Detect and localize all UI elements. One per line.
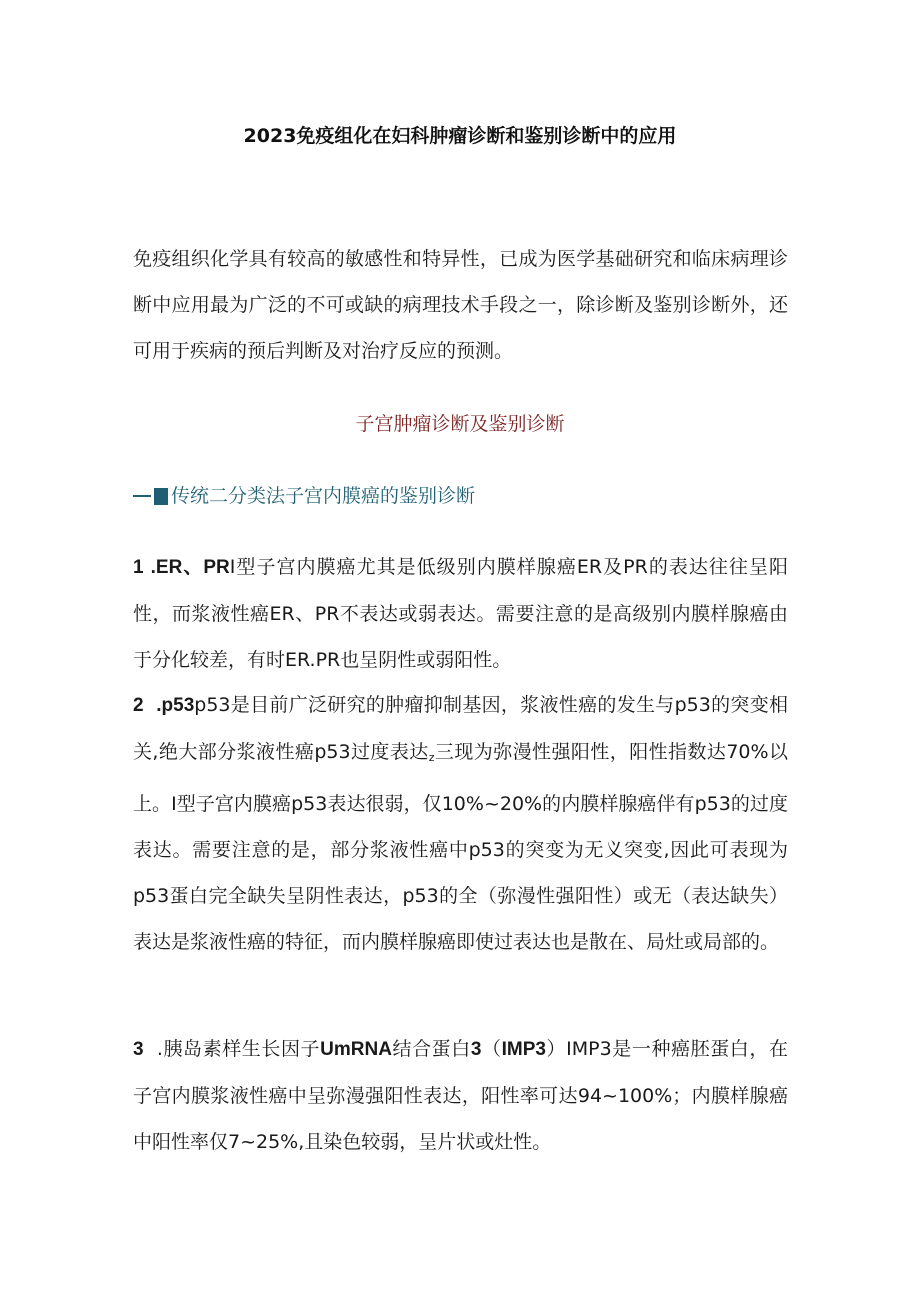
item-3-bold-umrna: UmRNA [320, 1039, 392, 1060]
item-3-bold-3: 3 [470, 1039, 482, 1060]
item-2-subscript: z [428, 751, 435, 764]
item-3-paren-close: ） [545, 1038, 567, 1060]
section-heading: 子宫肿瘤诊断及鉴别诊断 [355, 413, 565, 435]
item-1-text: I型子宫内膜癌尤其是低级别内膜样腺癌ER及PR的表达往往呈阳性，而浆液性癌ER、PR不表达或弱表达。需要注意的是高级别内膜样腺癌由于分化较差，有时ER.PR也呈阴性或弱阳性。 [133, 556, 788, 671]
subheading-dash-mark [133, 495, 151, 497]
item-1-paragraph [133, 544, 788, 683]
item-2-text-after: 三现为弥漫性强阳性，阳性指数达70%以上。I型子宫内膜癌p53表达很弱，仅10%~20%的内膜样腺癌伴有p53的过度表达。需要注意的是，部分浆液性癌中p53的突变为无义突变,因此可表现为p53蛋白完全缺失呈阴性表达，p53的全（弥漫性强阳性）或无（表达缺失）表达是浆液性癌的特征，而内膜样腺癌即使过表达也是散在、局灶或局部的。 [133, 741, 788, 953]
item-1-number: 1 [133, 557, 144, 578]
item-2-text-before: p53是目前广泛研究的肿瘤抑制基因，浆液性癌的发生与p53的突变相关,绝大部分浆液性癌p53过度表达 [133, 694, 788, 763]
item-3-paren-open: （ [481, 1038, 502, 1060]
subheading-text: 传统二分类法子宫内膜癌的鉴别诊断 [171, 485, 476, 507]
item-3-text: IMP3是一种癌胚蛋白，在子宫内膜浆液性癌中呈弥漫强阳性表达，阳性率可达94~100%；内膜样腺癌中阳性率仅7~25%,且染色较弱，呈片状或灶性。 [133, 1038, 788, 1153]
item-2-number: 2 [133, 695, 144, 716]
item-3-bold-imp3: IMP3 [501, 1039, 546, 1060]
item-3-mid: 结合蛋白 [391, 1038, 471, 1060]
item-3-paragraph [133, 1026, 788, 1165]
document-title: 2023免疫组化在妇科肿瘤诊断和鉴别诊断中的应用 [243, 125, 677, 147]
item-3-number: 3 [133, 1039, 144, 1060]
item-3-lead: .胰岛素样生长因子 [156, 1038, 321, 1060]
subheading-square-mark [154, 488, 168, 505]
item-2-paragraph [133, 682, 788, 965]
item-2-lead: .p53 [156, 695, 195, 716]
subheading [133, 482, 475, 510]
intro-paragraph: 免疫组织化学具有较高的敏感性和特异性，已成为医学基础研究和临床病理诊断中应用最为广泛的不可或缺的病理技术手段之一，除诊断及鉴别诊断外，还可用于疾病的预后判断及对治疗反应的预测。 [133, 248, 788, 362]
item-1-lead: .ER、PR [150, 557, 230, 578]
